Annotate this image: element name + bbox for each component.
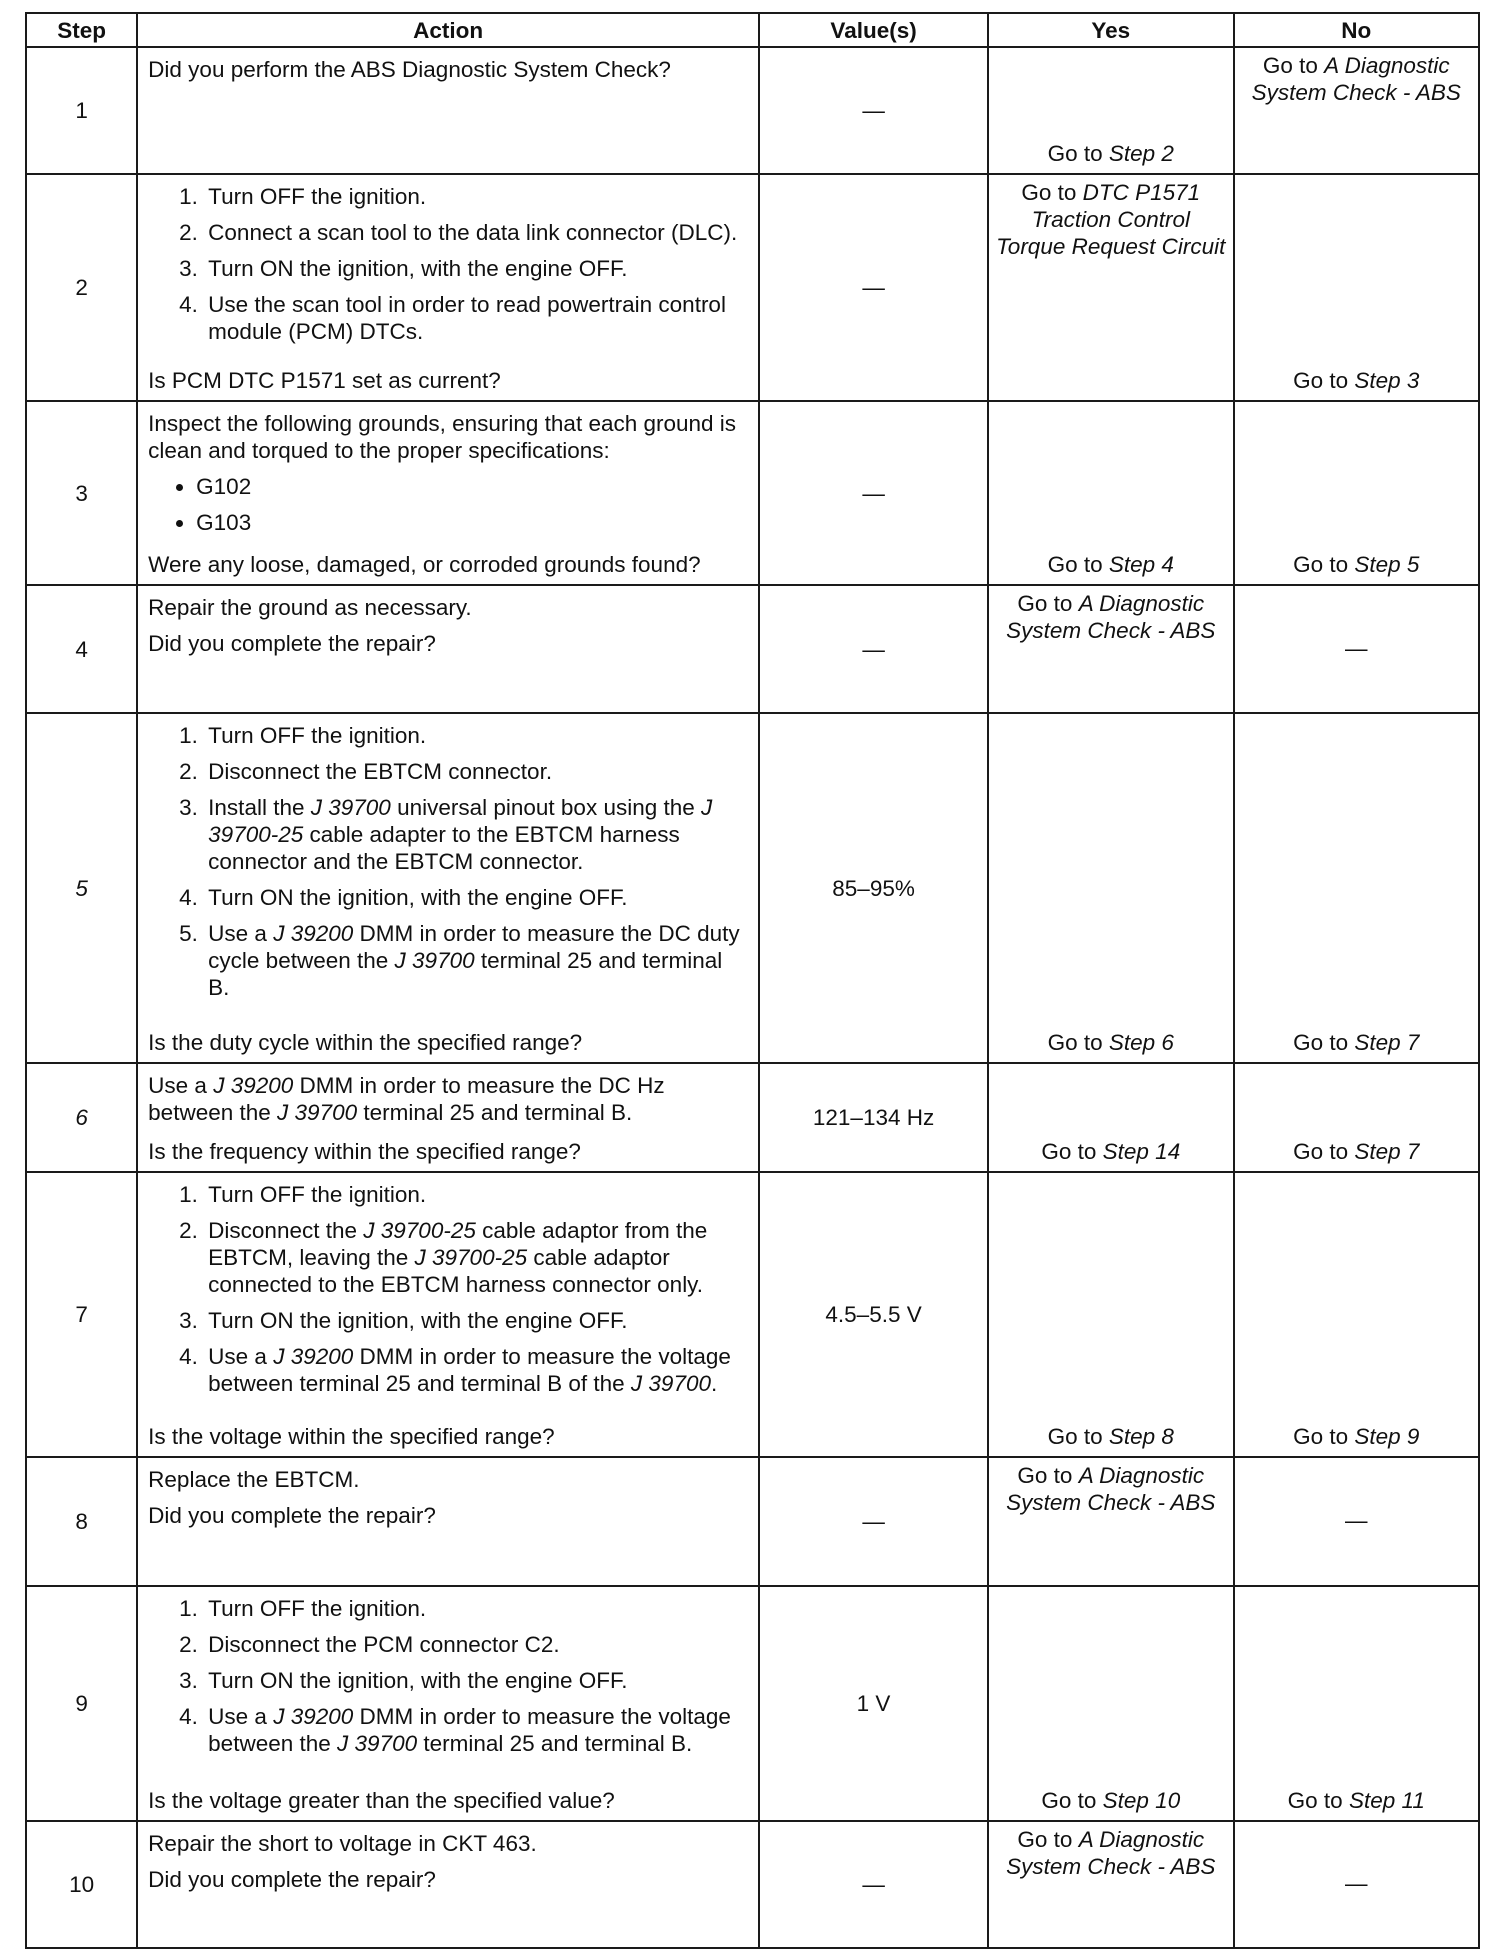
step-number: 7 [26,1172,137,1457]
no-cell [1234,1063,1479,1172]
no-cell [1234,585,1479,713]
list-item: • G103 [196,509,748,536]
action-cell [137,401,759,585]
yes-cell [988,401,1233,585]
no-action: — [1345,1871,1368,1896]
bullet-list [148,473,748,536]
action-body [148,1595,748,1766]
no-action: Go to Step 7 [1293,1139,1420,1164]
italic-ref: Step 11 [1348,1788,1425,1813]
action-content [148,1072,748,1165]
step-number: 4 [26,585,137,713]
italic-ref: Step 4 [1108,552,1174,577]
action-intro: Repair the ground as necessary. [148,595,472,620]
step-number: 6 [26,1063,137,1172]
header-step: Step [26,13,137,47]
italic-ref: Step 14 [1102,1139,1181,1164]
action-cell [137,1586,759,1821]
italic-ref: J 39200 [213,1073,294,1098]
list-item: 5. Use a J 39200 DMM in order to measure the DC duty cycle between the J 39700 terminal 25 and terminal B. [204,920,748,1001]
no-action: — [1345,1508,1368,1533]
no-cell [1234,1172,1479,1457]
list-item: 3. Install the J 39700 universal pinout box using the J 39700-25 cable adapter to the EBTCM harness connector and the EBTCM connector. [204,794,748,875]
yes-action: Go to A Diagnostic System Check - ABS [1006,591,1216,643]
action-content [148,410,748,578]
italic-ref: Step 7 [1354,1139,1420,1164]
yes-cell [988,1586,1233,1821]
yes-action: Go to DTC P1571 Traction Control Torque Request Circuit [996,180,1226,259]
list-item: 3. Turn ON the ignition, with the engine OFF. [204,255,748,282]
italic-ref: J 39700-25 [363,1218,476,1243]
value-cell: 85–95% [759,713,988,1063]
action-cell [137,174,759,401]
list-item: 2. Connect a scan tool to the data link connector (DLC). [204,219,748,246]
value-cell: 4.5–5.5 V [759,1172,988,1457]
step-number: 8 [26,1457,137,1586]
no-action: Go to Step 3 [1293,368,1420,393]
action-content [148,56,748,167]
table-row [26,401,1479,585]
list-item: 4. Use a J 39200 DMM in order to measure the voltage between the J 39700 terminal 25 and terminal B. [204,1703,748,1757]
table-row [26,174,1479,401]
value-cell: — [759,585,988,713]
step-number: 5 [26,713,137,1063]
list-item: 4. Use a J 39200 DMM in order to measure the voltage between terminal 25 and terminal B of the J 39700. [204,1343,748,1397]
list-item: 2. Disconnect the J 39700-25 cable adaptor from the EBTCM, leaving the J 39700-25 cable adaptor connected to the EBTCM harness connector only. [204,1217,748,1298]
action-cell [137,1172,759,1457]
table-row [26,713,1479,1063]
action-cell [137,713,759,1063]
table-body [26,47,1479,1948]
yes-action: Go to Step 4 [1047,552,1174,577]
italic-ref: J 39200 [273,1704,354,1729]
action-body [148,183,748,354]
step-number: 1 [26,47,137,174]
action-content [148,183,748,394]
action-content [148,594,748,706]
yes-action: Go to Step 8 [1047,1424,1174,1449]
yes-action: Go to Step 2 [1047,141,1174,166]
table-row [26,1586,1479,1821]
action-body [148,1466,748,1529]
no-action: Go to Step 11 [1287,1788,1425,1813]
step-number: 10 [26,1821,137,1948]
action-cell [137,1821,759,1948]
italic-ref: Step 9 [1354,1424,1420,1449]
italic-ref: Step 7 [1354,1030,1420,1055]
value-cell: — [759,47,988,174]
step-number: 2 [26,174,137,401]
numbered-steps [148,1595,748,1757]
step-number: 3 [26,401,137,585]
list-item: 1. Turn OFF the ignition. [204,722,748,749]
list-item: 1. Turn OFF the ignition. [204,1595,748,1622]
no-action: Go to Step 5 [1293,552,1420,577]
action-cell [137,585,759,713]
no-cell [1234,174,1479,401]
list-item: 3. Turn ON the ignition, with the engine OFF. [204,1307,748,1334]
yes-action: Go to Step 6 [1047,1030,1174,1055]
action-question: Did you complete the repair? [148,631,436,656]
yes-cell [988,47,1233,174]
action-content [148,1595,748,1814]
yes-action: Go to Step 14 [1041,1139,1181,1164]
value-cell: — [759,401,988,585]
list-item: 1. Turn OFF the ignition. [204,1181,748,1208]
italic-ref: J 39700 [337,1731,418,1756]
italic-ref: Step 10 [1102,1788,1181,1813]
no-action: Go to Step 9 [1293,1424,1420,1449]
italic-ref: A Diagnostic System Check - ABS [1006,1827,1216,1879]
table-row [26,47,1479,174]
no-cell [1234,47,1479,174]
italic-ref: DTC P1571 Traction Control Torque Request Circuit [996,180,1226,259]
italic-ref: J 39700 [630,1371,711,1396]
action-intro: Replace the EBTCM. [148,1467,360,1492]
action-cell [137,1457,759,1586]
action-question: Is the frequency within the specified range? [148,1139,581,1164]
value-cell: — [759,1457,988,1586]
yes-cell [988,713,1233,1063]
no-cell [1234,1586,1479,1821]
action-content [148,1181,748,1450]
italic-ref: Step 8 [1108,1424,1174,1449]
yes-cell [988,585,1233,713]
yes-cell [988,1172,1233,1457]
action-intro: Inspect the following grounds, ensuring that each ground is clean and torqued to the proper specifications: [148,411,737,463]
table-row [26,1821,1479,1948]
yes-cell [988,1821,1233,1948]
list-item: 4. Turn ON the ignition, with the engine OFF. [204,884,748,911]
numbered-steps [148,183,748,345]
yes-action: Go to A Diagnostic System Check - ABS [1006,1463,1216,1515]
yes-cell [988,174,1233,401]
no-cell [1234,713,1479,1063]
action-question: Is PCM DTC P1571 set as current? [148,368,501,393]
value-cell: 1 V [759,1586,988,1821]
italic-ref: J 39700-25 [414,1245,528,1270]
action-content [148,1830,748,1941]
yes-action: Go to A Diagnostic System Check - ABS [1006,1827,1216,1879]
value-cell: — [759,1821,988,1948]
italic-ref: Step 3 [1354,368,1420,393]
table-row [26,1457,1479,1586]
yes-cell [988,1063,1233,1172]
no-cell [1234,1821,1479,1948]
list-item: 4. Use the scan tool in order to read powertrain control module (PCM) DTCs. [204,291,748,345]
step-number: 9 [26,1586,137,1821]
action-question: Did you complete the repair? [148,1867,436,1892]
italic-ref: J 39700-25 [208,795,713,847]
italic-ref: A Diagnostic System Check - ABS [1251,53,1461,105]
value-cell: 121–134 Hz [759,1063,988,1172]
italic-ref: J 39200 [273,921,354,946]
header-action: Action [137,13,759,47]
action-question: Is the voltage greater than the specified value? [148,1788,615,1813]
action-body [148,56,748,83]
action-question: Is the duty cycle within the specified range? [148,1030,583,1055]
list-item: 3. Turn ON the ignition, with the engine OFF. [204,1667,748,1694]
header-values: Value(s) [759,13,988,47]
italic-ref: Step 5 [1354,552,1420,577]
no-action: Go to A Diagnostic System Check - ABS [1251,53,1461,105]
action-intro: Repair the short to voltage in CKT 463. [148,1831,537,1856]
diagnostic-table [25,12,1480,1949]
action-body [148,594,748,657]
italic-ref: Step 6 [1108,1030,1174,1055]
action-question: Is the voltage within the specified range? [148,1424,555,1449]
list-item: • G102 [196,473,748,500]
action-body [148,410,748,545]
yes-action: Go to Step 10 [1041,1788,1181,1813]
action-question: Did you complete the repair? [148,1503,436,1528]
numbered-steps [148,1181,748,1397]
action-question: Did you perform the ABS Diagnostic System Check? [148,57,671,82]
action-body [148,722,748,1010]
action-question: Were any loose, damaged, or corroded grounds found? [148,552,701,577]
value-cell: — [759,174,988,401]
italic-ref: J 39700 [310,795,391,820]
list-item: 1. Turn OFF the ignition. [204,183,748,210]
action-cell [137,1063,759,1172]
table-row [26,1063,1479,1172]
yes-cell [988,1457,1233,1586]
header-yes: Yes [988,13,1233,47]
table-row [26,1172,1479,1457]
header-no: No [1234,13,1479,47]
action-content [148,722,748,1056]
action-body [148,1830,748,1893]
italic-ref: A Diagnostic System Check - ABS [1006,1463,1216,1515]
italic-ref: Step 2 [1108,141,1174,166]
no-cell [1234,1457,1479,1586]
header-row [26,13,1479,47]
no-action: Go to Step 7 [1293,1030,1420,1055]
list-item: 2. Disconnect the PCM connector C2. [204,1631,748,1658]
action-intro: Use a J 39200 DMM in order to measure the DC Hz between the J 39700 terminal 25 and terminal B. [148,1073,665,1125]
list-item: 2. Disconnect the EBTCM connector. [204,758,748,785]
action-body [148,1181,748,1406]
numbered-steps [148,722,748,1001]
italic-ref: J 39700 [394,948,475,973]
no-action: — [1345,635,1368,661]
italic-ref: J 39700 [277,1100,358,1125]
action-body [148,1072,748,1135]
action-cell [137,47,759,174]
action-content [148,1466,748,1579]
no-cell [1234,401,1479,585]
italic-ref: A Diagnostic System Check - ABS [1006,591,1216,643]
table-row [26,585,1479,713]
italic-ref: J 39200 [273,1344,354,1369]
